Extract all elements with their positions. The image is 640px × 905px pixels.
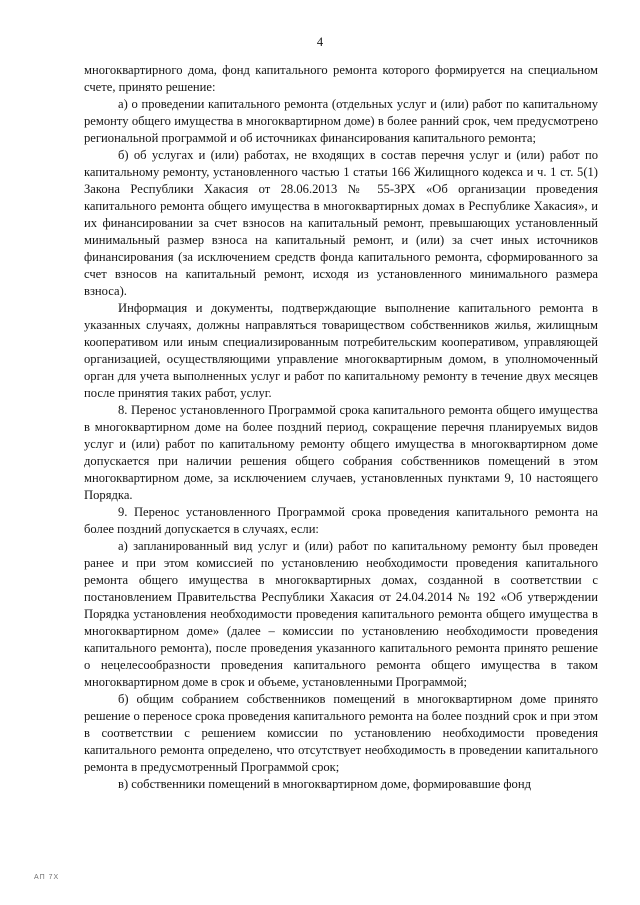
paragraph-continuation: многоквартирного дома, фонд капитального ремонта которого формируется на специальном счете, принято решение:: [84, 63, 598, 94]
paragraph-section-8: 8. Перенос установленного Программой срока капитального ремонта общего имущества в многоквартирном доме на более поздний период, сокращение перечня планируемых видов услуг и (или) работ по капитальному ремонту общего имущества в многоквартирном доме допускается при наличии решения общего собрания собственников помещений в этом многоквартирном доме, за исключением случаев, установленных пунктами 9, 10 настоящего Порядка.: [84, 403, 598, 502]
footer-mark: АП 7Х: [34, 874, 60, 881]
document-body: [84, 62, 598, 793]
paragraph-section-9-item-a: а) запланированный вид услуг и (или) работ по капитальному ремонту был проведен ранее и при этом комиссией по установлению необходимости проведения капитального ремонта общего имущества в многоквартирных домах, созданной в соответствии с постановлением Правительства Республики Хакасия от 24.04.2014 № 192 «Об утверждении Порядка установления необходимости проведения капитального ремонта общего имущества в многоквартирном доме» (далее – комиссии по установлению необходимости проведения капитального ремонта), после проведения указанного капитального ремонта принято решение о нецелесообразности проведения капитального ремонта общего имущества в таком многоквартирном доме в срок и объеме, установленными Программой;: [84, 539, 598, 689]
paragraph-information-documents: Информация и документы, подтверждающие выполнение капитального ремонта в указанных случаях, должны направляться товариществом собственников жилья, жилищным кооперативом или иным специализированным потребительским кооперативом, управляющей организацией, осуществляющими управление многоквартирным домом, в уполномоченный орган для учета выполненных услуг и работ по капитальному ремонту в течение двух месяцев после принятия таких работ, услуг.: [84, 301, 598, 400]
paragraph-section-9-item-b: б) общим собранием собственников помещений в многоквартирном доме принято решение о переносе срока проведения капитального ремонта на более поздний срок и при этом в соответствии с решением комиссии по установлению необходимости проведения капитального ремонта определено, что отсутствует необходимость в проведении капитального ремонта в предусмотренный Программой срок;: [84, 692, 598, 774]
paragraph-section-9: 9. Перенос установленного Программой срока проведения капитального ремонта на более поздний допускается в случаях, если:: [84, 505, 598, 536]
paragraph-item-a-early-repair: а) о проведении капитального ремонта (отдельных услуг и (или) работ по капитальному ремонту общего имущества в многоквартирном доме) в более ранний срок, чем предусмотрено региональной программой и об источниках финансирования капитального ремонта;: [84, 97, 598, 145]
page-number: 4: [316, 35, 324, 49]
paragraph-item-b-extra-works: б) об услугах и (или) работах, не входящих в состав перечня услуг и (или) работ по капитальному ремонту, установленного частью 1 статьи 166 Жилищного кодекса и ч. 1 ст. 5(1) Закона Республики Хакасия от 28.06.2013 № 55-ЗРХ «Об организации проведения капитального ремонта общего имущества в многоквартирных домах в Республике Хакасия», и их финансировании за счет взносов на капитальный ремонт, превышающих установленный минимальный размер взноса на капитальный ремонт, и (или) за счет иных источников финансирования (за исключением средств фонда капитального ремонта, сформированного за счет взносов на капитальный ремонт, исходя из установленного минимального размера взноса).: [84, 148, 598, 298]
paragraph-section-9-item-v: в) собственники помещений в многоквартирном доме, формировавшие фонд: [118, 777, 531, 791]
